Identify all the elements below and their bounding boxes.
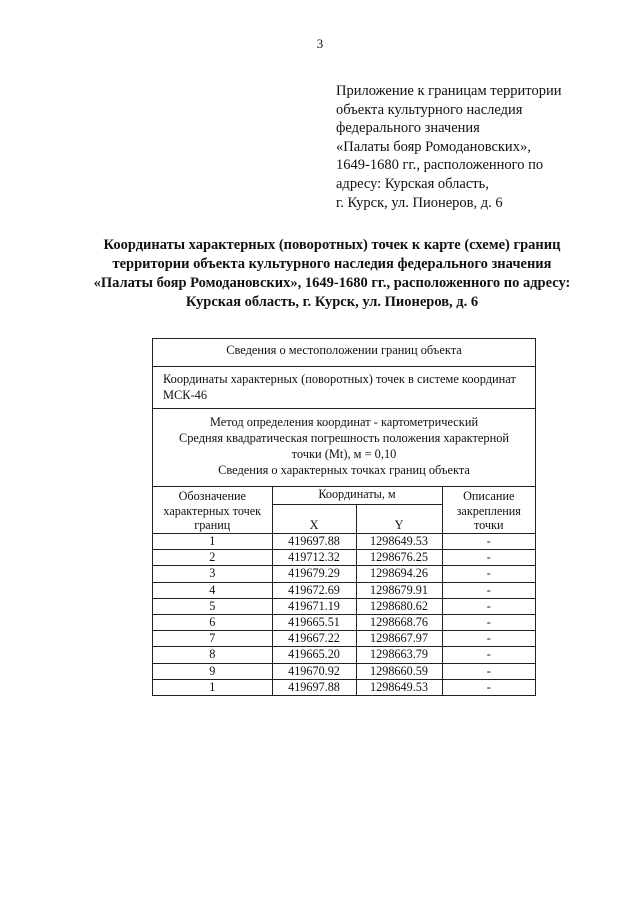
description-cell: - [442, 582, 535, 598]
title-line: Курская область, г. Курск, ул. Пионеров, д. 6 [185, 294, 479, 310]
table-row [153, 534, 535, 550]
appendix-line: федерального значения [336, 120, 480, 137]
x-coordinate-cell: 419665.51 [272, 614, 356, 630]
point-cell: 8 [153, 647, 272, 663]
table-row [153, 631, 535, 647]
description-cell: - [442, 631, 535, 647]
point-cell: 5 [153, 598, 272, 614]
description-cell: - [442, 566, 535, 582]
x-coordinate-cell: 419697.88 [272, 679, 356, 695]
page-number: 3 [316, 36, 324, 51]
x-coordinate-cell: 419697.88 [272, 534, 356, 550]
appendix-line: объекта культурного наследия [336, 101, 523, 118]
appendix-line: 1649-1680 гг., расположенного по [336, 157, 544, 174]
column-header-line: точки [473, 518, 504, 532]
method-line: Метод определения координат - картометрический [209, 415, 479, 429]
appendix-line: адресу: Курская область, [336, 175, 489, 192]
column-header-x: X [272, 505, 356, 534]
column-header-line: Обозначение [178, 489, 246, 503]
title-line: территории объекта культурного наследия федерального значения [112, 256, 552, 272]
points-table-body [153, 534, 535, 695]
appendix-note [336, 82, 616, 212]
title-line: «Палаты бояр Ромодановских», 1649-1680 гг., расположенного по адресу: [93, 275, 571, 291]
description-cell: - [442, 679, 535, 695]
description-cell: - [442, 663, 535, 679]
x-coordinate-cell: 419670.92 [272, 663, 356, 679]
title-line: Координаты характерных (поворотных) точек к карте (схеме) границ [103, 237, 561, 253]
table-row [153, 647, 535, 663]
method-line: точки (Mt), м = 0,10 [291, 447, 397, 461]
column-header-point [153, 487, 272, 534]
table-row [153, 566, 535, 582]
y-coordinate-cell: 1298660.59 [356, 663, 442, 679]
column-header-description [442, 487, 535, 534]
column-header-line: характерных точек [163, 503, 262, 518]
point-cell: 1 [153, 679, 272, 695]
table-row [153, 550, 535, 566]
table-row [153, 582, 535, 598]
points-table [153, 486, 535, 695]
column-header-line: Описание [463, 489, 515, 503]
y-coordinate-cell: 1298649.53 [356, 679, 442, 695]
point-cell: 6 [153, 614, 272, 630]
column-header-coordinates: Координаты, м [272, 487, 442, 505]
table-row [153, 679, 535, 695]
description-cell: - [442, 598, 535, 614]
table-row [153, 663, 535, 679]
document-title [40, 236, 624, 312]
x-coordinate-cell: 419672.69 [272, 582, 356, 598]
column-header-y: Y [356, 505, 442, 534]
y-coordinate-cell: 1298663.79 [356, 647, 442, 663]
point-cell: 3 [153, 566, 272, 582]
y-coordinate-cell: 1298676.25 [356, 550, 442, 566]
x-coordinate-cell: 419665.20 [272, 647, 356, 663]
y-coordinate-cell: 1298649.53 [356, 534, 442, 550]
x-coordinate-cell: 419667.22 [272, 631, 356, 647]
method-line: Сведения о характерных точках границ объекта [218, 463, 470, 477]
point-cell: 9 [153, 663, 272, 679]
boundary-coordinates-table [152, 338, 536, 696]
x-coordinate-cell: 419671.19 [272, 598, 356, 614]
appendix-line: Приложение к границам территории [336, 83, 562, 99]
y-coordinate-cell: 1298679.91 [356, 582, 442, 598]
x-coordinate-cell: 419679.29 [272, 566, 356, 582]
section-header: Сведения о местоположении границ объекта [153, 339, 535, 367]
coordinate-system-line: Координаты характерных (поворотных) точек в системе координат [163, 372, 516, 386]
point-cell: 1 [153, 534, 272, 550]
coordinate-system-info [153, 367, 535, 409]
point-cell: 4 [153, 582, 272, 598]
method-info [153, 409, 535, 486]
method-line: Средняя квадратическая погрешность положения характерной [178, 431, 510, 445]
column-header-line: закрепления [456, 503, 521, 518]
y-coordinate-cell: 1298694.26 [356, 566, 442, 582]
point-cell: 7 [153, 631, 272, 647]
description-cell: - [442, 614, 535, 630]
table-row [153, 598, 535, 614]
appendix-line: г. Курск, ул. Пионеров, д. 6 [336, 194, 503, 211]
x-coordinate-cell: 419712.32 [272, 550, 356, 566]
point-cell: 2 [153, 550, 272, 566]
appendix-line: «Палаты бояр Ромодановских», [336, 138, 531, 155]
table-row [153, 614, 535, 630]
y-coordinate-cell: 1298667.97 [356, 631, 442, 647]
description-cell: - [442, 550, 535, 566]
description-cell: - [442, 647, 535, 663]
y-coordinate-cell: 1298668.76 [356, 614, 442, 630]
description-cell: - [442, 534, 535, 550]
y-coordinate-cell: 1298680.62 [356, 598, 442, 614]
coordinate-system-line: МСК-46 [163, 388, 208, 402]
column-header-line: границ [194, 518, 231, 532]
